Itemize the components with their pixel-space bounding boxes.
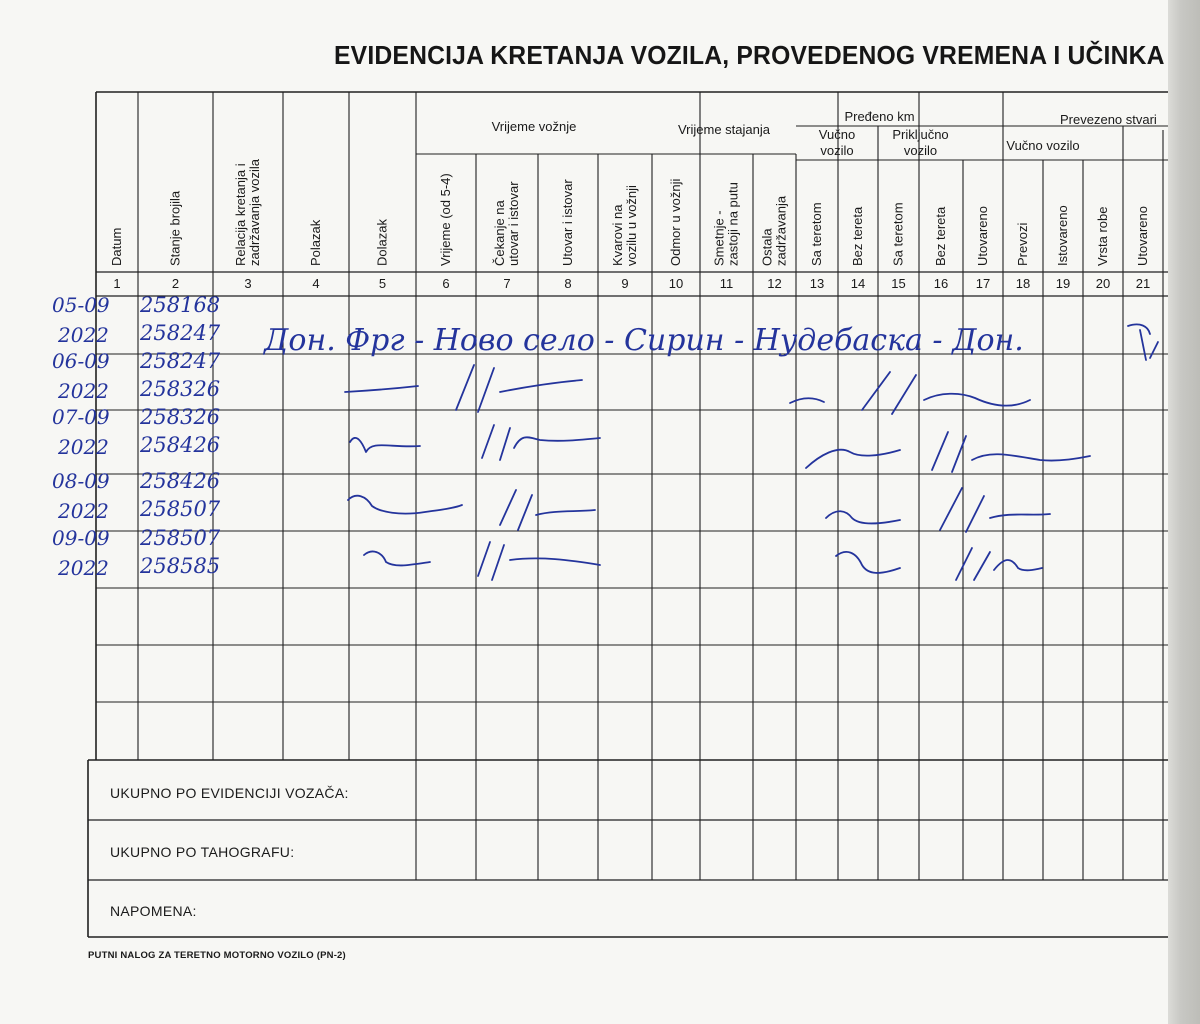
column-number: 21 <box>1135 276 1151 291</box>
ditto-mark <box>994 560 1042 570</box>
entry-date: 07-09 <box>52 405 110 429</box>
column-label: Vrijeme (od 5-4) <box>438 173 453 266</box>
ditto-mark <box>514 437 600 448</box>
header-trailer-a: Priključno <box>892 127 949 142</box>
column-number: 8 <box>564 276 572 291</box>
ditto-mark <box>350 438 420 452</box>
entry-meter-start: 258426 <box>140 469 221 493</box>
entry-meter-end: 258426 <box>140 433 221 457</box>
column-label: Ostala <box>759 228 775 266</box>
ditto-mark <box>500 490 516 525</box>
column-label: Polazak <box>308 219 323 266</box>
ditto-mark <box>806 450 900 468</box>
ditto-mark <box>1140 330 1146 360</box>
ditto-mark <box>974 552 990 580</box>
column-number: 20 <box>1095 276 1111 291</box>
ditto-mark <box>348 496 462 514</box>
ditto-mark <box>972 454 1090 460</box>
column-number: 11 <box>719 276 734 291</box>
column-label: Prevozi <box>1015 222 1030 266</box>
ditto-mark <box>1128 324 1150 334</box>
column-number: 13 <box>809 276 825 291</box>
ditto-mark <box>924 394 1030 406</box>
entry-year: 2022 <box>58 323 109 347</box>
column-label: Sa teretom <box>809 202 824 266</box>
column-label: Utovareno <box>975 206 990 266</box>
ditto-mark <box>500 428 510 460</box>
ditto-mark <box>456 365 474 410</box>
entry-year: 2022 <box>58 379 109 403</box>
column-label: Čekanje na <box>492 200 507 266</box>
column-number: 16 <box>933 276 949 291</box>
column-label: Relacija kretanja i <box>233 163 248 266</box>
column-label: zadržavanja <box>773 195 789 266</box>
column-number: 1 <box>113 276 121 291</box>
column-number: 3 <box>244 276 252 291</box>
column-number: 15 <box>891 276 906 291</box>
ditto-mark <box>956 548 972 580</box>
header-cargo-tractor: Vučno vozilo <box>1006 138 1080 153</box>
column-label: Smetnje - <box>711 210 727 266</box>
ditto-mark <box>790 398 824 403</box>
column-label: Odmor u vožnji <box>668 178 683 266</box>
total-driver-label: UKUPNO PO EVIDENCIJI VOZAČA: <box>110 785 349 801</box>
entry-meter-start: 258247 <box>140 349 221 373</box>
header-km: Pređeno km <box>844 109 915 124</box>
column-number: 4 <box>312 276 320 291</box>
entry-row <box>52 405 220 459</box>
entry-year: 2022 <box>58 556 109 580</box>
ditto-mark <box>1150 342 1158 358</box>
header-standing-time: Vrijeme stajanja <box>677 122 771 137</box>
header-driving-time: Vrijeme vožnje <box>491 119 577 134</box>
entry-route: Дон. Фрг - Ново село - Сирин - Нудебаска - Дон. <box>264 323 1024 358</box>
form-title: EVIDENCIJA KRETANJA VOZILA, PROVEDENOG VREMENA I UČINKA <box>334 40 1165 70</box>
ditto-mark <box>892 375 916 414</box>
column-number: 2 <box>171 276 180 291</box>
entry-meter-end: 258585 <box>140 554 221 578</box>
form-footer: PUTNI NALOG ZA TERETNO MOTORNO VOZILO (PN-2) <box>88 950 346 961</box>
column-label: Sa teretom <box>890 202 906 266</box>
column-label: Utovareno <box>1135 206 1150 266</box>
ditto-mark <box>932 432 948 470</box>
entry-date: 08-09 <box>52 469 110 493</box>
entry-meter-start: 258326 <box>140 405 221 429</box>
column-label: Datum <box>109 227 124 266</box>
total-tachograph-label: UKUPNO PO TAHOGRAFU: <box>110 844 295 860</box>
entry-year: 2022 <box>58 435 109 459</box>
column-label: vozilu u vožnji <box>624 185 639 266</box>
column-label: Stanje brojila <box>167 190 183 266</box>
note-label: NAPOMENA: <box>110 903 197 919</box>
ditto-mark <box>952 436 966 472</box>
ditto-mark <box>364 551 430 565</box>
column-label: Istovareno <box>1055 205 1070 266</box>
column-label: zadržavanja vozila <box>247 159 262 266</box>
ditto-mark <box>518 495 532 530</box>
entry-date: 06-09 <box>52 349 110 373</box>
entry-meter-end: 258326 <box>140 377 221 401</box>
column-label: Kvarovi na <box>610 204 625 266</box>
column-number: 10 <box>668 276 684 291</box>
entry-row <box>52 349 221 403</box>
entry-date: 05-09 <box>52 293 110 317</box>
entry-meter-start: 258168 <box>140 293 221 317</box>
entry-meter-end: 258247 <box>140 321 221 345</box>
handwritten-entries <box>52 293 1158 580</box>
column-number: 14 <box>850 276 866 291</box>
column-number: 18 <box>1015 276 1031 291</box>
entry-year: 2022 <box>58 499 109 523</box>
column-label: Bez tereta <box>850 206 865 266</box>
column-label: Dolazak <box>374 219 390 266</box>
ditto-mark <box>966 496 984 532</box>
column-number: 19 <box>1055 276 1071 291</box>
ditto-mark <box>836 552 900 573</box>
entry-row <box>52 469 221 523</box>
entry-meter-start: 258507 <box>140 526 221 550</box>
ditto-mark <box>826 511 900 523</box>
ditto-mark <box>478 542 490 576</box>
ditto-mark <box>536 510 595 515</box>
ditto-mark <box>345 386 418 392</box>
column-label: Bez tereta <box>933 206 948 266</box>
column-label: utovar i istovar <box>506 181 521 266</box>
column-number: 9 <box>621 276 629 291</box>
entry-date: 09-09 <box>52 526 110 550</box>
ditto-mark <box>500 380 582 392</box>
header-tractor-b: vozilo <box>820 143 854 158</box>
column-label: zastoji na putu <box>725 182 741 266</box>
ditto-mark <box>990 514 1050 518</box>
column-number: 6 <box>442 276 450 291</box>
ditto-mark <box>478 368 494 412</box>
entry-meter-end: 258507 <box>140 497 221 521</box>
column-label: Utovar i istovar <box>560 179 575 266</box>
header-trailer-b: vozilo <box>903 143 938 158</box>
ditto-mark <box>862 372 890 410</box>
column-number: 5 <box>378 276 387 291</box>
header-tractor-a: Vučno <box>818 127 856 142</box>
entry-row <box>52 526 221 580</box>
entry-row <box>52 293 221 347</box>
column-number: 12 <box>767 276 782 291</box>
column-number: 7 <box>503 276 511 291</box>
header-cargo: Prevezeno stvari <box>1060 112 1157 127</box>
column-label: Vrsta robe <box>1095 206 1110 266</box>
ditto-mark <box>940 488 962 530</box>
ditto-mark <box>492 545 504 580</box>
ditto-mark <box>510 558 600 565</box>
column-number: 17 <box>975 276 991 291</box>
ditto-mark <box>482 425 494 458</box>
